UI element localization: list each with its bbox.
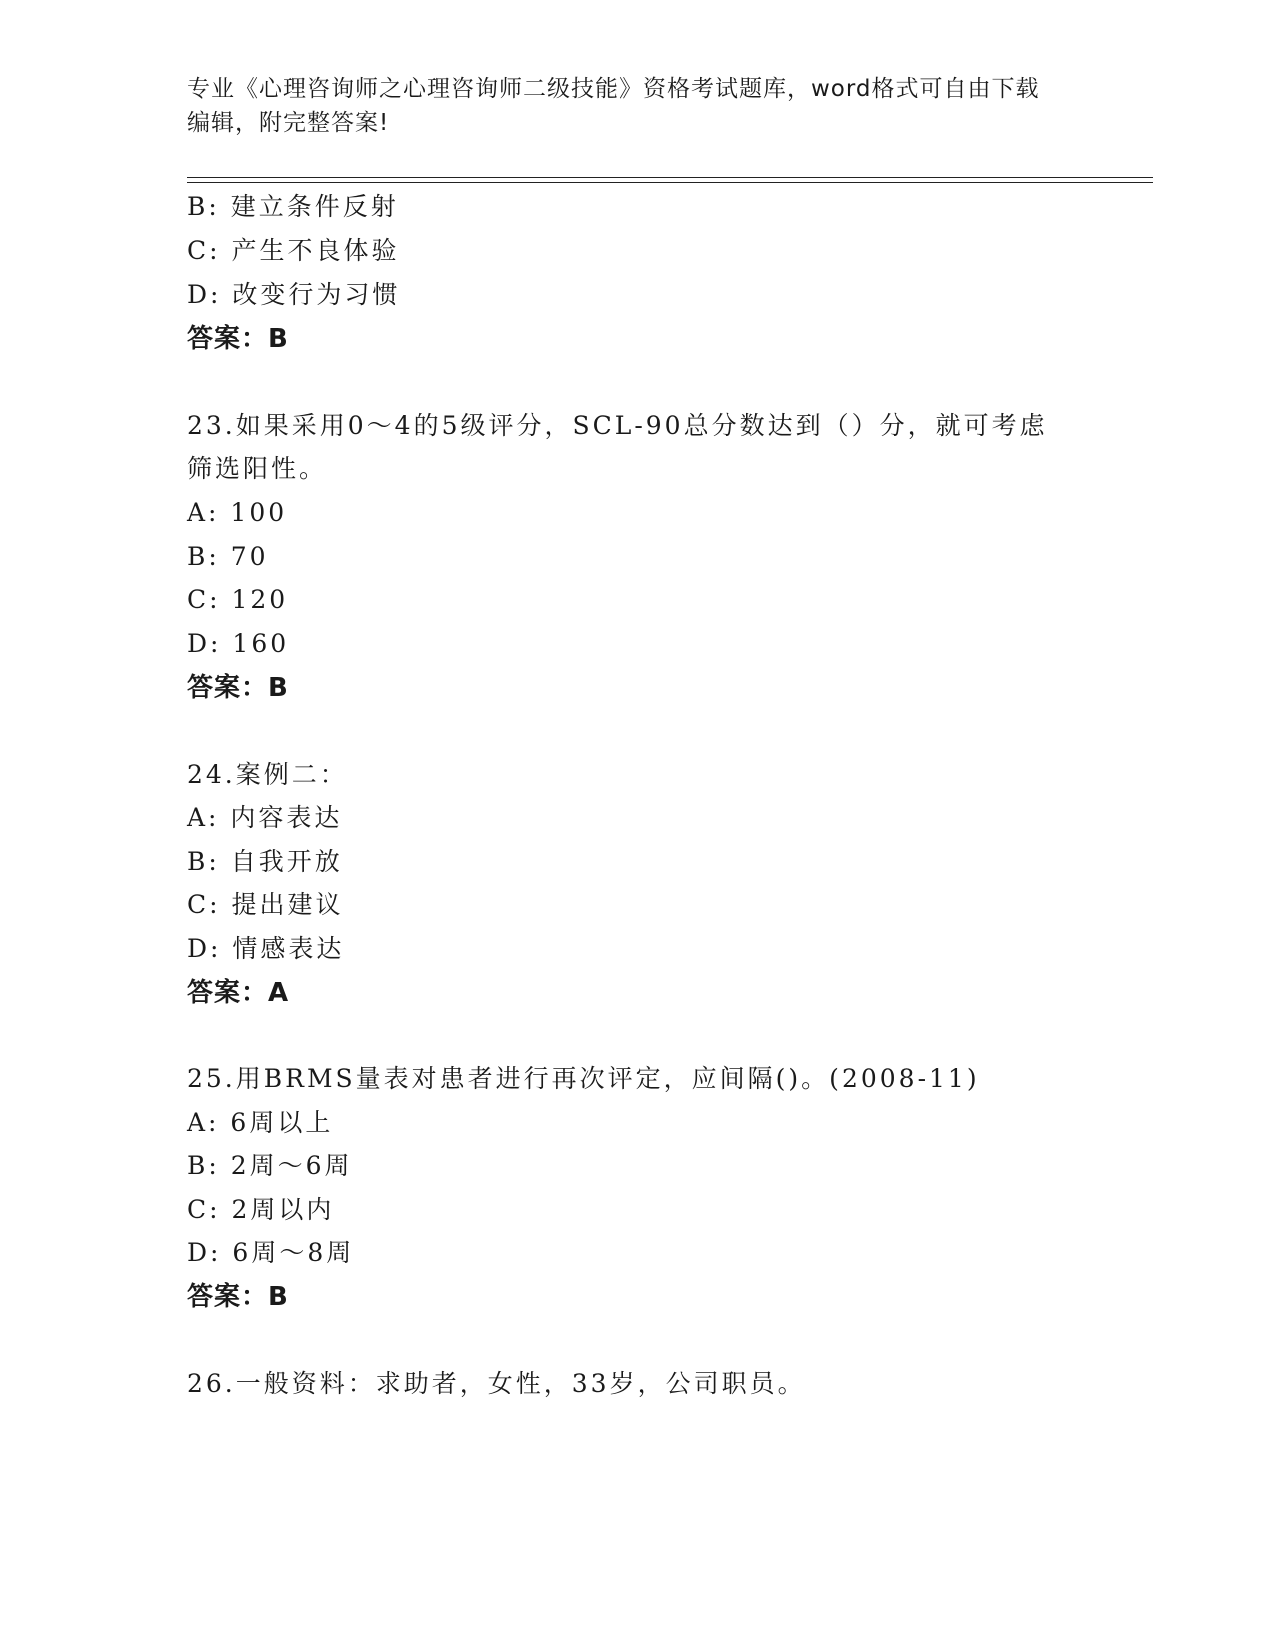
q23-option-a: A: 100 — [187, 498, 288, 527]
q25-option-b: B: 2周～6周 — [187, 1151, 353, 1180]
q24-option-d: D: 情感表达 — [187, 934, 345, 963]
q22-option-c: C: 产生不良体验 — [187, 236, 400, 265]
q23-answer: 答案：B — [187, 673, 289, 703]
q25-option-d: D: 6周～8周 — [187, 1238, 355, 1267]
q23-stem-line-1: 23.如果采用0～4的5级评分，SCL-90总分数达到（）分，就可考虑 — [187, 411, 1048, 440]
q26-stem: 26.一般资料：求助者，女性，33岁，公司职员。 — [187, 1369, 806, 1398]
q24-option-a: A: 内容表达 — [187, 803, 343, 832]
q25-stem: 25.用BRMS量表对患者进行再次评定，应间隔()。(2008-11) — [187, 1064, 980, 1093]
header-line-1: 专业《心理咨询师之心理咨询师二级技能》资格考试题库，word格式可自由下载 — [187, 76, 1040, 102]
header-divider-top — [187, 177, 1153, 178]
header-divider-bottom — [187, 182, 1153, 183]
q24-option-c: C: 提出建议 — [187, 890, 344, 919]
q23-stem-line-2: 筛选阳性。 — [187, 454, 328, 483]
q23-option-c: C: 120 — [187, 585, 289, 614]
q25-option-a: A: 6周以上 — [187, 1108, 334, 1137]
q22-answer: 答案：B — [187, 324, 289, 354]
q22-option-b: B: 建立条件反射 — [187, 192, 399, 221]
header-line-2: 编辑，附完整答案! — [187, 110, 390, 136]
q25-option-c: C: 2周以内 — [187, 1195, 335, 1224]
q23-option-d: D: 160 — [187, 629, 290, 658]
q24-option-b: B: 自我开放 — [187, 847, 343, 876]
q23-option-b: B: 70 — [187, 542, 269, 571]
q25-answer: 答案：B — [187, 1282, 289, 1312]
q22-option-d: D: 改变行为习惯 — [187, 280, 401, 309]
q24-answer: 答案：A — [187, 978, 290, 1008]
document-header — [187, 72, 1087, 140]
q24-stem: 24.案例二： — [187, 760, 348, 789]
